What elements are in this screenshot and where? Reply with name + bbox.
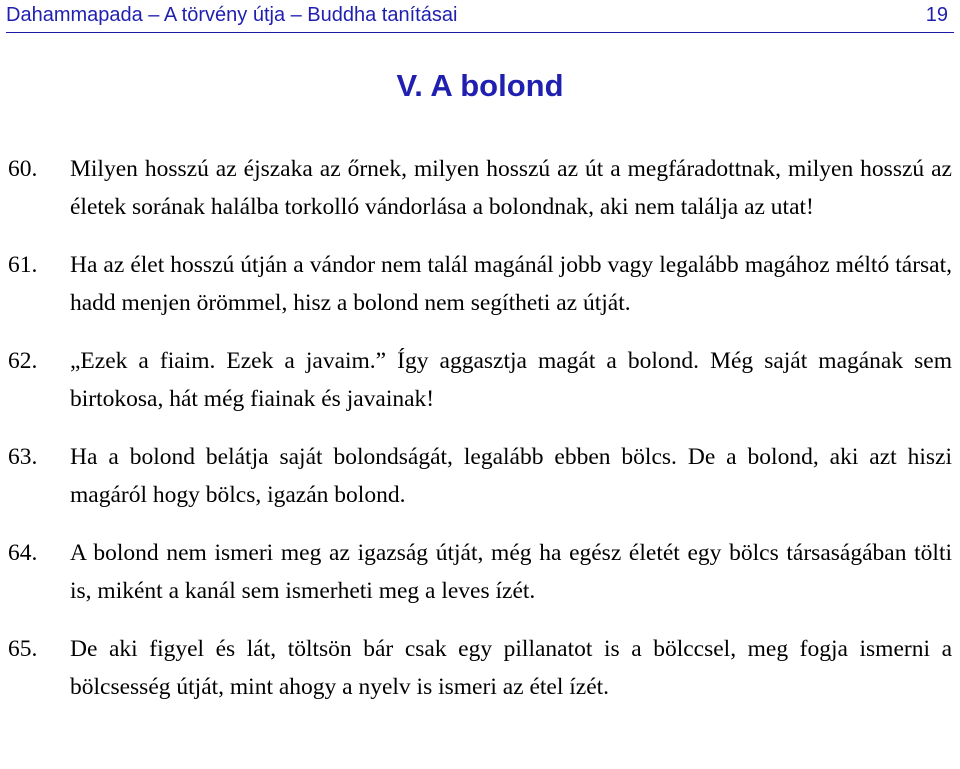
verse-text: Ha a bolond belátja saját bolondságát, legalább ebben bölcs. De a bolond, aki azt hiszi magáról hogy bölcs, igazán bolond. <box>70 444 952 508</box>
verse-65 <box>8 630 952 706</box>
verse-number: 61. <box>8 252 38 278</box>
verse-64 <box>8 534 952 610</box>
verse-number: 64. <box>8 540 38 566</box>
chapter-title: V. A bolond <box>396 68 564 103</box>
book-title: Dahammapada – A törvény útja – Buddha tanításai <box>6 4 458 26</box>
verse-text: A bolond nem ismeri meg az igazság útját, még ha egész életét egy bölcs társaságában tölti is, miként a kanál sem ismerheti meg a leves ízét. <box>70 540 952 604</box>
verse-list <box>8 150 952 726</box>
verse-number: 65. <box>8 636 38 662</box>
page-number: 19 <box>925 4 948 26</box>
verse-60 <box>8 150 952 226</box>
verse-text: De aki figyel és lát, töltsön bár csak egy pillanatot is a bölccsel, meg fogja ismerni a bölcsesség útját, mint ahogy a nyelv is ismeri az étel ízét. <box>70 636 952 700</box>
running-header <box>6 2 954 33</box>
verse-number: 63. <box>8 444 38 470</box>
verse-number: 60. <box>8 156 38 182</box>
verse-62 <box>8 342 952 418</box>
verse-61 <box>8 246 952 322</box>
verse-number: 62. <box>8 348 38 374</box>
verse-text: „Ezek a fiaim. Ezek a javaim.” Így aggasztja magát a bolond. Még saját magának sem birtokosa, hát még fiainak és javainak! <box>70 348 952 412</box>
verse-text: Milyen hosszú az éjszaka az őrnek, milyen hosszú az út a megfáradottnak, milyen hosszú az életek sorának halálba torkolló vándorlása a bolondnak, aki nem találja az utat! <box>70 156 952 220</box>
verse-63 <box>8 438 952 514</box>
verse-text: Ha az élet hosszú útján a vándor nem talál magánál jobb vagy legalább magához méltó társat, hadd menjen örömmel, hisz a bolond nem segítheti az útját. <box>70 252 952 316</box>
